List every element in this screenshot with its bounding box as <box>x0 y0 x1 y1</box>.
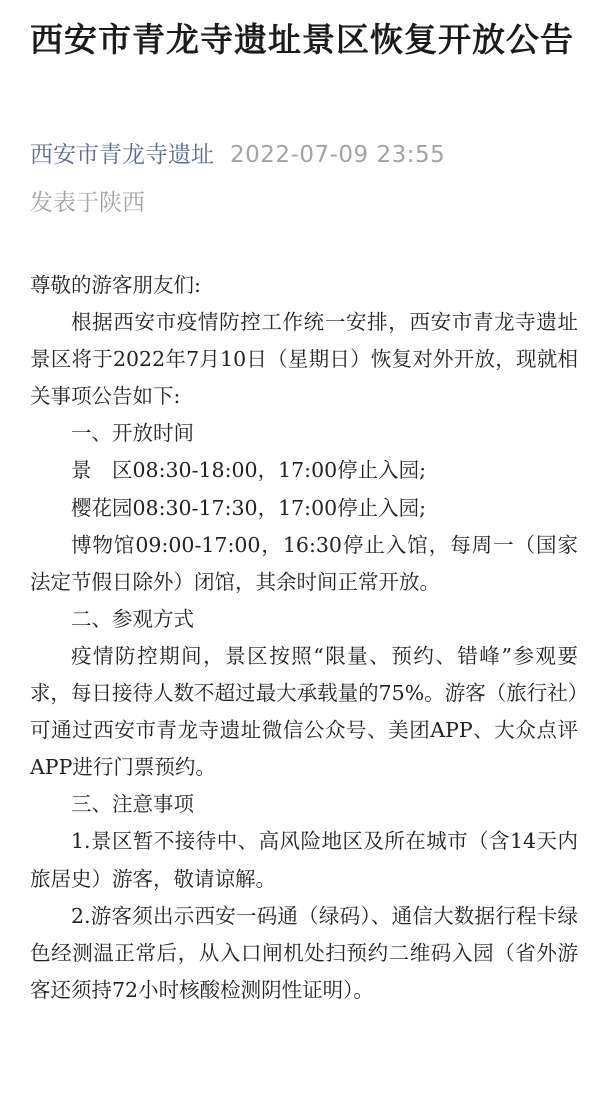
note-item-1: 1.景区暂不接待中、高风险地区及所在城市（含14天内旅居史）游客，敬请谅解。 <box>30 829 578 891</box>
hours-scenic-area: 景 区08:30-18:00，17:00停止入园; <box>71 458 427 483</box>
publish-datetime: 2022-07-09 23:55 <box>230 142 446 168</box>
article-body <box>30 267 578 1009</box>
intro-paragraph: 根据西安市疫情防控工作统一安排，西安市青龙寺遗址景区将于2022年7月10日（星期日）恢复对外开放，现就相关事项公告如下: <box>30 310 578 409</box>
article-title: 西安市青龙寺遗址景区恢复开放公告 <box>30 20 574 59</box>
greeting-paragraph: 尊敬的游客朋友们: <box>30 273 201 297</box>
publish-location: 发表于陕西 <box>30 190 145 216</box>
article-meta <box>30 138 445 172</box>
author-link[interactable]: 西安市青龙寺遗址 <box>30 142 214 168</box>
visit-method-paragraph: 疫情防控期间，景区按照“限量、预约、错峰”参观要求，每日接待人数不超过最大承载量的75%。游客（旅行社）可通过西安市青龙寺遗址微信公众号、美团APP、大众点评APP进行门票预约。 <box>30 643 578 780</box>
hours-museum: 博物馆09:00-17:00，16:30停止入馆，每周一（国家法定节假日除外）闭馆，其余时间正常开放。 <box>30 532 578 594</box>
hours-sakura-garden: 樱花园08:30-17:30，17:00停止入园; <box>71 495 427 520</box>
section-heading-hours: 一、开放时间 <box>71 421 194 446</box>
section-heading-visit: 二、参观方式 <box>71 606 194 631</box>
note-item-2: 2.游客须出示西安一码通（绿码）、通信大数据行程卡绿色经测温正常后，从入口闸机处扫预约二维码入园（省外游客还须持72小时核酸检测阴性证明）。 <box>30 903 578 1002</box>
section-heading-notes: 三、注意事项 <box>71 792 194 817</box>
